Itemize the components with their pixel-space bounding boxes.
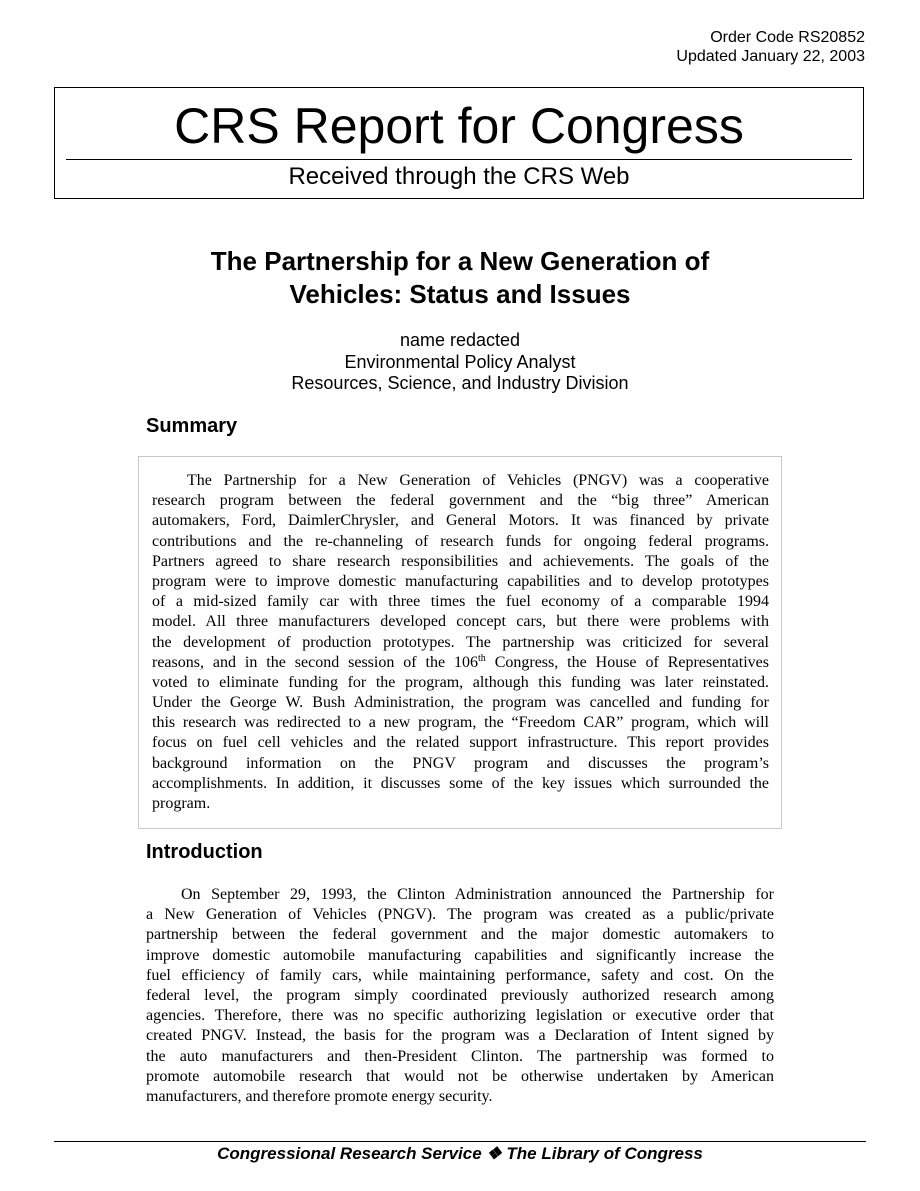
order-code: Order Code RS20852 xyxy=(710,29,865,46)
updated-date: Updated January 22, 2003 xyxy=(676,48,865,65)
author-name: name redacted xyxy=(399,330,521,350)
intro-line: promote automobile research that would not be otherwise undertaken by American xyxy=(146,1067,774,1085)
summary-line: focus on fuel cell vehicles and the related support infrastructure. This report provides xyxy=(152,734,769,752)
summary-line: automakers, Ford, DaimlerChrysler, and General Motors. It was financed by private xyxy=(152,512,769,530)
introduction-text xyxy=(146,885,774,1107)
author-title: Environmental Policy Analyst xyxy=(344,351,576,372)
summary-line: contributions and the re-channeling of research funds for ongoing federal programs. xyxy=(152,532,769,550)
intro-line: agencies. Therefore, there was no specific authorizing legislation or executive order that xyxy=(146,1007,774,1025)
footer-publisher: Congressional Research Service xyxy=(217,1144,482,1163)
intro-line: partnership between the federal government and the major domestic automakers to xyxy=(146,926,774,944)
summary-line: accomplishments. In addition, it discusses some of the key issues which surrounded the xyxy=(152,774,769,792)
summary-text xyxy=(152,471,769,814)
document-title xyxy=(0,245,920,311)
summary-line: voted to eliminate funding for the program, although this funding was later reinstated. xyxy=(152,673,769,691)
document-title-line: Vehicles: Status and Issues xyxy=(289,279,631,309)
intro-line: manufacturers, and therefore promote energy security. xyxy=(146,1087,493,1105)
intro-line: a New Generation of Vehicles (PNGV). The program was created as a public/private xyxy=(146,906,774,924)
ordinal-suffix: th xyxy=(478,652,486,664)
summary-line: The Partnership for a New Generation of Vehicles (PNGV) was a cooperative xyxy=(187,472,769,489)
summary-line xyxy=(152,653,769,673)
summary-line: Partners agreed to share research responsibilities and achievements. The goals of the xyxy=(152,552,769,570)
document-title-line: The Partnership for a New Generation of xyxy=(210,246,710,276)
diamond-icon: ❖ xyxy=(486,1144,502,1163)
intro-line: federal level, the program simply coordinated previously authorized research among xyxy=(146,986,774,1004)
summary-line-text: reasons, and in the second session of the 106 xyxy=(152,653,478,671)
summary-line: the development of production prototypes. The partnership was criticized for several xyxy=(152,633,769,651)
intro-line: the auto manufacturers and then-President Clinton. The partnership was formed to xyxy=(146,1047,774,1065)
banner-title: CRS Report for Congress xyxy=(174,98,744,154)
summary-line: of a mid-sized family car with three times the fuel economy of a comparable 1994 xyxy=(152,593,769,611)
intro-line: improve domestic automobile manufacturing capabilities and significantly increase the xyxy=(146,946,774,964)
summary-heading: Summary xyxy=(146,415,238,437)
intro-line: fuel efficiency of family cars, while maintaining performance, safety and cost. On the xyxy=(146,966,774,984)
author-block xyxy=(0,330,920,395)
footer-library: The Library of Congress xyxy=(506,1144,703,1163)
summary-line-text: Congress, the House of Representatives xyxy=(485,653,770,671)
summary-line: Under the George W. Bush Administration, the program was cancelled and funding for xyxy=(152,694,769,712)
summary-line: program. xyxy=(152,795,211,812)
banner-subtitle: Received through the CRS Web xyxy=(288,163,630,190)
order-code-block xyxy=(676,28,865,66)
summary-line: research program between the federal government and the “big three” American xyxy=(152,492,769,510)
author-division: Resources, Science, and Industry Division xyxy=(291,373,629,393)
intro-line: created PNGV. Instead, the basis for the program was a Declaration of Intent signed by xyxy=(146,1027,774,1045)
summary-line: model. All three manufacturers developed concept cars, but there were problems with xyxy=(152,613,769,631)
banner-divider xyxy=(66,159,852,160)
footer-divider xyxy=(54,1141,866,1142)
summary-line: program were to improve domestic manufacturing capabilities and to develop prototypes xyxy=(152,572,769,590)
introduction-heading: Introduction xyxy=(146,841,263,863)
crs-banner xyxy=(54,87,864,199)
footer xyxy=(0,1143,920,1165)
intro-line: On September 29, 1993, the Clinton Administration announced the Partnership for xyxy=(181,886,774,903)
summary-line: background information on the PNGV program and discusses the program’s xyxy=(152,754,769,772)
summary-line: this research was redirected to a new program, the “Freedom CAR” program, which will xyxy=(152,714,769,732)
summary-box xyxy=(138,456,782,829)
